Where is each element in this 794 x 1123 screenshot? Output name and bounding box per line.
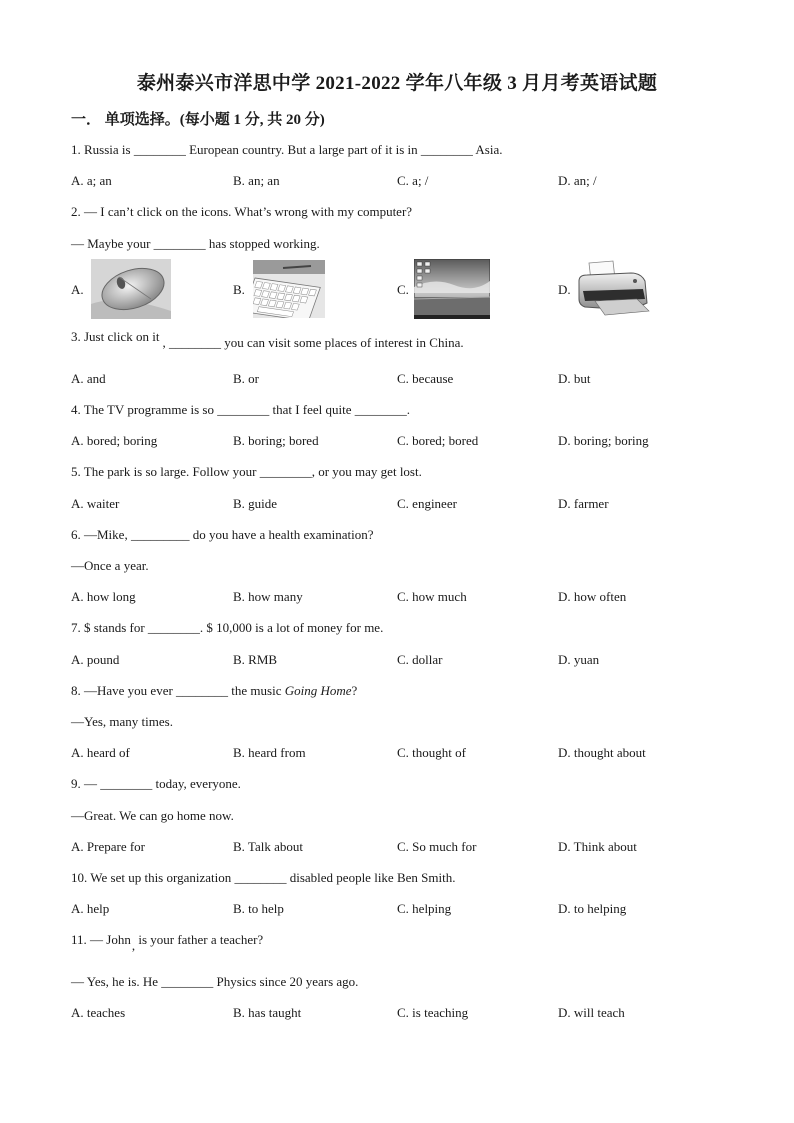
q7-option-c: C. dollar bbox=[397, 652, 443, 667]
q7-option-a: A. pound bbox=[71, 652, 120, 667]
question-3-part1: 3. Just click on it bbox=[71, 329, 160, 344]
question-11-part2: is your father a teacher? bbox=[135, 932, 264, 947]
page-title: 泰州泰兴市洋思中学 2021-2022 学年八年级 3 月月考英语试题 bbox=[136, 73, 658, 94]
question-8-stem bbox=[71, 683, 357, 699]
q4-option-b: B. boring; bored bbox=[233, 433, 319, 448]
q3-option-a: A. and bbox=[71, 371, 106, 386]
q5-option-b: B. guide bbox=[233, 496, 278, 511]
question-11-stem bbox=[71, 932, 264, 953]
q8-option-a: A. heard of bbox=[71, 745, 130, 760]
q5-option-a: A. waiter bbox=[71, 496, 120, 511]
q1-option-c: C. a; / bbox=[397, 173, 429, 188]
q4-option-c: C. bored; bored bbox=[397, 433, 479, 448]
q9-option-d: D. Think about bbox=[558, 839, 637, 854]
question-6-stem: 6. —Mike, _________ do you have a health examination? bbox=[71, 527, 374, 542]
q9-option-b: B. Talk about bbox=[233, 839, 303, 854]
question-1-stem: 1. Russia is ________ European country. But a large part of it is in ________ Asia. bbox=[71, 142, 503, 157]
q1-option-a: A. a; an bbox=[71, 173, 112, 188]
keyboard-image bbox=[253, 260, 325, 318]
question-4-stem: 4. The TV programme is so ________ that I feel quite ________. bbox=[71, 402, 411, 417]
question-8-end: ? bbox=[351, 683, 358, 698]
q6-option-d: D. how often bbox=[558, 589, 627, 604]
question-8-title: Going Home bbox=[284, 683, 352, 698]
question-8-reply: —Yes, many times. bbox=[71, 714, 173, 729]
q8-option-d: D. thought about bbox=[558, 745, 646, 760]
q10-option-c: C. helping bbox=[397, 901, 452, 916]
q6-option-c: C. how much bbox=[397, 589, 467, 604]
q11-option-c: C. is teaching bbox=[397, 1005, 469, 1020]
q3-option-b: B. or bbox=[233, 371, 259, 386]
q11-option-a: A. teaches bbox=[71, 1005, 126, 1020]
q3-option-d: D. but bbox=[558, 371, 591, 386]
q10-option-b: B. to help bbox=[233, 901, 284, 916]
q2-option-c: C. bbox=[397, 282, 409, 297]
q11-option-d: D. will teach bbox=[558, 1005, 625, 1020]
mouse-image bbox=[91, 259, 171, 319]
q9-option-c: C. So much for bbox=[397, 839, 477, 854]
q7-option-d: D. yuan bbox=[558, 652, 600, 667]
question-11-comma: , bbox=[131, 938, 136, 953]
question-10-stem: 10. We set up this organization ________ disabled people like Ben Smith. bbox=[71, 870, 456, 885]
question-3-stem bbox=[71, 329, 464, 350]
q10-option-d: D. to helping bbox=[558, 901, 627, 916]
section-heading: 一． 单项选择。(每小题 1 分, 共 20 分) bbox=[71, 112, 325, 128]
q11-option-b: B. has taught bbox=[233, 1005, 302, 1020]
q3-option-c: C. because bbox=[397, 371, 454, 386]
question-9-reply: —Great. We can go home now. bbox=[71, 808, 234, 823]
q10-option-a: A. help bbox=[71, 901, 110, 916]
q6-option-b: B. how many bbox=[233, 589, 303, 604]
q8-option-b: B. heard from bbox=[233, 745, 306, 760]
q1-option-b: B. an; an bbox=[233, 173, 280, 188]
question-7-stem: 7. $ stands for ________. $ 10,000 is a lot of money for me. bbox=[71, 620, 384, 635]
question-3-part2: , ________ you can visit some places of interest in China. bbox=[162, 335, 464, 350]
q2-option-a: A. bbox=[71, 282, 84, 297]
question-6-reply: —Once a year. bbox=[71, 558, 149, 573]
question-11-reply: — Yes, he is. He ________ Physics since 20 years ago. bbox=[71, 974, 359, 989]
question-9-stem: 9. — ________ today, everyone. bbox=[71, 776, 241, 791]
q2-option-d: D. bbox=[558, 282, 571, 297]
question-2-reply: — Maybe your ________ has stopped working. bbox=[71, 236, 320, 251]
q5-option-d: D. farmer bbox=[558, 496, 609, 511]
q8-option-c: C. thought of bbox=[397, 745, 466, 760]
question-11-part1: 11. — John bbox=[71, 932, 131, 947]
q5-option-c: C. engineer bbox=[397, 496, 457, 511]
desktop-screen-image bbox=[414, 259, 490, 319]
question-8-text: 8. —Have you ever ________ the music bbox=[71, 683, 285, 698]
q4-option-d: D. boring; boring bbox=[558, 433, 649, 448]
printer-image bbox=[575, 259, 653, 319]
question-2-stem: 2. — I can’t click on the icons. What’s wrong with my computer? bbox=[71, 204, 413, 219]
q6-option-a: A. how long bbox=[71, 589, 136, 604]
q1-option-d: D. an; / bbox=[558, 173, 597, 188]
q7-option-b: B. RMB bbox=[233, 652, 278, 667]
question-5-stem: 5. The park is so large. Follow your ________, or you may get lost. bbox=[71, 464, 422, 479]
q2-option-b: B. bbox=[233, 282, 245, 297]
q9-option-a: A. Prepare for bbox=[71, 839, 145, 854]
q4-option-a: A. bored; boring bbox=[71, 433, 158, 448]
